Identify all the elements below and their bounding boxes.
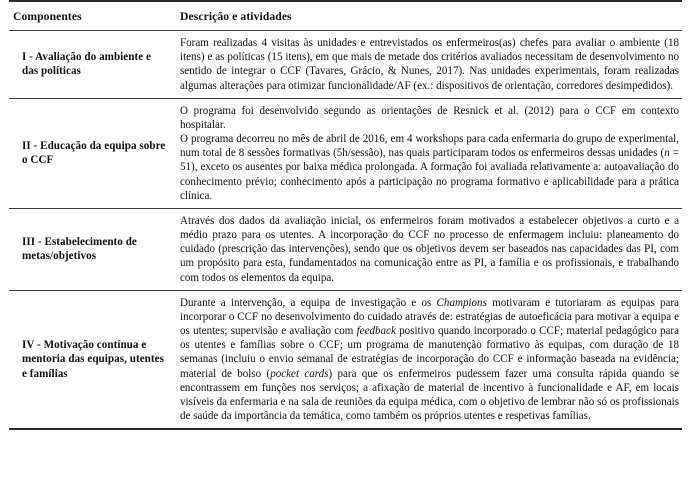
row-component-label: III - Estabelecimento de metas/objetivos xyxy=(9,208,172,290)
row-component-label: II - Educação da equipa sobre o CCF xyxy=(9,98,172,208)
table-row xyxy=(9,290,682,429)
row-description: Foram realizadas 4 visitas às unidades e entrevistados os enfermeiros(as) chefes para avaliar o ambiente (18 itens) e as políticas (15 itens), em que mais de metade dos critérios avaliados necessitam de desenvolvimento no sentido de integrar o CCF (Tavares, Grácio, & Nunes, 2017). Nas unidades experimentais, foram realizadas algumas alterações para otimizar funcionalidade/AF (ex.: dispositivos de orientação, corredores desimpedidos). xyxy=(172,31,682,99)
row-component-label: IV - Motivação contínua e mentoria das equipas, utentes e famílias xyxy=(9,290,172,429)
table-row xyxy=(9,208,682,290)
program-components-table xyxy=(9,0,682,430)
table-header xyxy=(9,1,682,31)
row-description: O programa foi desenvolvido segundo as orientações de Resnick et al. (2012) para o CCF em contexto hospitalar. O programa decorreu no mês de abril de 2016, em 4 workshops para cada enfermaria do grupo de experimental, num total de 8 sessões formativas (5h/sessão), nas quais participaram todos os enfermeiros dessas unidades (n = 51), exceto os ausentes por baixa médica prolongada. A formação foi avaliada relativamente a: autoavaliação do conhecimento prévio; conhecimento após a participação no programa formativo e aplicabilidade para a prática clínica. xyxy=(172,98,682,208)
table-row xyxy=(9,98,682,208)
row-description: Durante a intervenção, a equipa de investigação e os Champions motivaram e tutoriaram as equipas para incorporar o CCF no desenvolvimento do cuidado através de: estratégias de autoeficácia para motivar a equipa e os utentes; supervisão e avaliação com feedback positivo quando incorporado o CCF; material pedagógico para os utentes e famílias sobre o CCF; um programa de manutenção formativo às equipas, com duração de 18 semanas (incluiu o envio semanal de estratégias de incorporação do CCF e informação baseada na evidência; material de bolso (pocket cards) para que os enfermeiros pudessem fazer uma consulta rápida quando se encontrassem em funções nos serviços; a afixação de material de incentivo à funcionalidade e AF, em locais visíveis da enfermaria e na sala de reuniões da equipa médica, com o objetivo de lembrar não só os profissionais de saúde da importância da temática, como também os próprios utentes e respetivas famílias. xyxy=(172,290,682,429)
column-header-components: Componentes xyxy=(9,1,172,31)
table-header-row xyxy=(9,1,682,31)
table-body xyxy=(9,31,682,430)
column-header-description: Descrição e atividades xyxy=(172,1,682,31)
row-component-label: I - Avaliação do ambiente e das políticas xyxy=(9,31,172,99)
row-description: Através dos dados da avaliação inicial, os enfermeiros foram motivados a estabelecer objetivos a curto e a médio prazo para os utentes. A incorporação do CCF no processo de enfermagem incluiu: planeamento do cuidado (prescrição das intervenções), sendo que os objetivos devem ser baseados nas capacidades das PI, com um propósito para esta, fundamentados na comunicação entre as PI, a família e os profissionais, e trabalhando com todos os elementos da equipa. xyxy=(172,208,682,290)
table-row xyxy=(9,31,682,99)
